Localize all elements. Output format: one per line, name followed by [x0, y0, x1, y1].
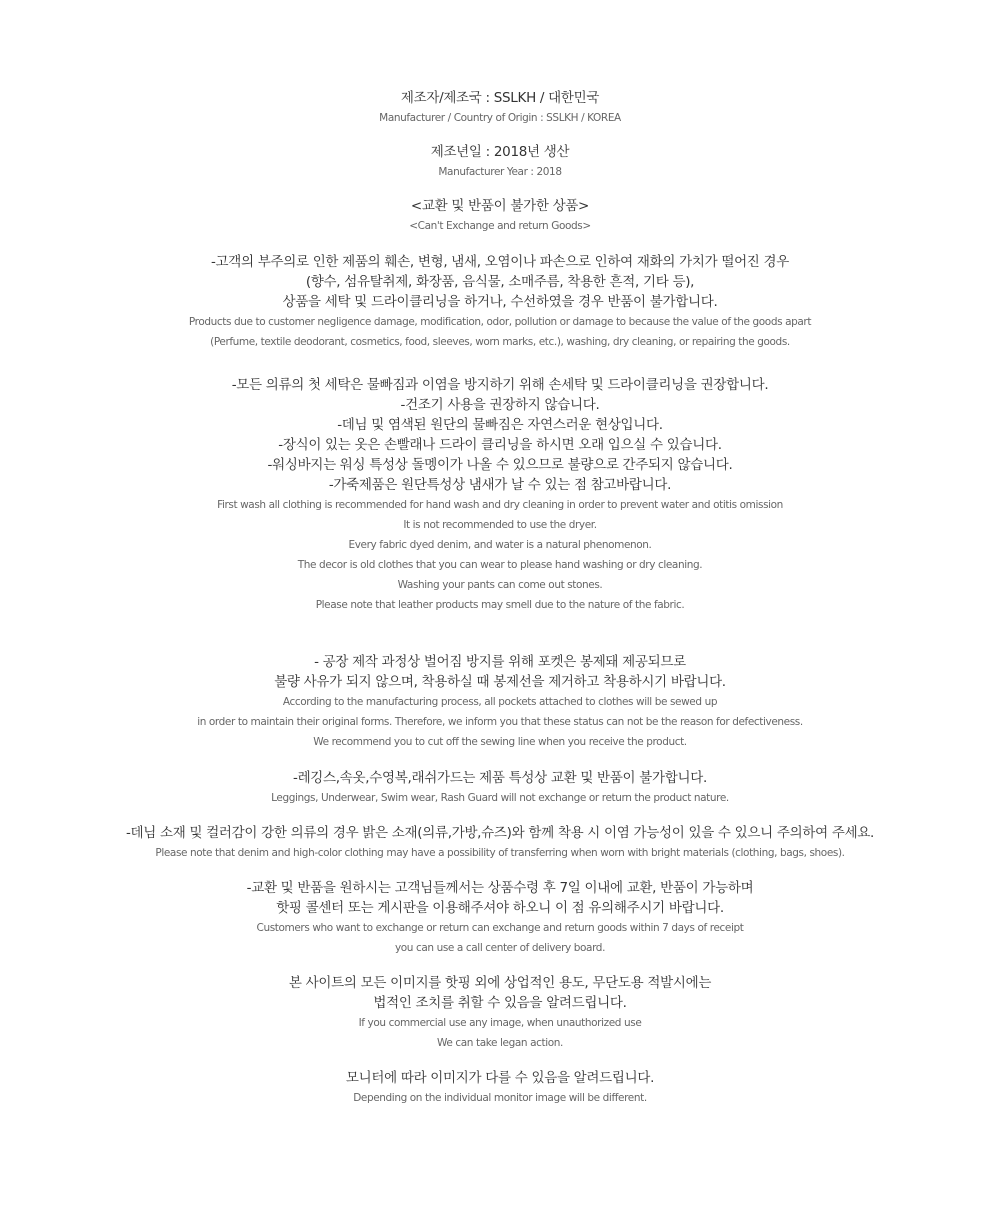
- denim-ko: -데님 소재 및 컬러감이 강한 의류의 경우 밝은 소재(의류,가방,슈즈)와 함께 착용 시 이염 가능성이 있을 수 있으니 주의하여 주세요.: [125, 825, 875, 841]
- exchange-en-line: you can use a call center of delivery board.: [394, 942, 606, 954]
- negligence-ko-line: (향수, 섬유탈취제, 화장품, 음식물, 소매주름, 착용한 흔적, 기타 등),: [305, 274, 695, 290]
- pocket-ko-line: - 공장 제작 과정상 벌어짐 방지를 위해 포켓은 봉제돼 제공되므로: [314, 654, 686, 670]
- customer-negligence-section: [0, 252, 1000, 352]
- manufacture-year-en: Manufacturer Year : 2018: [438, 166, 562, 178]
- image-copyright-section: [0, 973, 1000, 1053]
- care-en-line: First wash all clothing is recommended for hand wash and dry cleaning in order to prevent water and otitis omission: [217, 499, 783, 511]
- leggings-section: [0, 768, 1000, 808]
- copyright-en-line: We can take legan action.: [437, 1037, 563, 1049]
- care-ko-line: -가죽제품은 원단특성상 냄새가 날 수 있는 점 참고바랍니다.: [328, 477, 672, 493]
- care-en-line: Every fabric dyed denim, and water is a natural phenomenon.: [348, 539, 652, 551]
- manufacturer-ko: 제조자/제조국 : SSLKH / 대한민국: [400, 90, 600, 106]
- pocket-en-line: in order to maintain their original forms. Therefore, we inform you that these status can not be the reason for defectiveness.: [197, 716, 803, 728]
- pocket-ko-line: 불량 사유가 되지 않으며, 착용하실 때 봉제선을 제거하고 착용하시기 바랍니다.: [274, 674, 726, 690]
- negligence-en-line: (Perfume, textile deodorant, cosmetics, food, sleeves, worn marks, etc.), washing, dry cleaning, or repairing the goods.: [210, 336, 790, 348]
- washing-care-section: [0, 375, 1000, 615]
- care-ko-line: -모든 의류의 첫 세탁은 물빠짐과 이염을 방지하기 위해 손세탁 및 드라이클리닝을 권장합니다.: [231, 377, 769, 393]
- leggings-en: Leggings, Underwear, Swim wear, Rash Guard will not exchange or return the product nature.: [271, 792, 729, 804]
- exchange-policy-section: [0, 878, 1000, 958]
- monitor-ko: 모니터에 따라 이미지가 다를 수 있음을 알려드립니다.: [345, 1070, 655, 1086]
- no-return-heading-ko: <교환 및 반품이 불가한 상품>: [410, 198, 590, 214]
- denim-en: Please note that denim and high-color clothing may have a possibility of transferring when worn with bright materials (clothing, bags, shoes).: [155, 847, 845, 859]
- care-en-line: Washing your pants can come out stones.: [397, 579, 603, 591]
- care-en-line: Please note that leather products may smell due to the nature of the fabric.: [315, 599, 685, 611]
- pocket-en-line: According to the manufacturing process, all pockets attached to clothes will be sewed up: [282, 696, 718, 708]
- monitor-notice-section: [0, 1068, 1000, 1108]
- exchange-ko-line: 핫핑 콜센터 또는 게시판을 이용해주셔야 하오니 이 점 유의해주시기 바랍니다.: [276, 900, 724, 916]
- negligence-ko-line: -고객의 부주의로 인한 제품의 훼손, 변형, 냄새, 오염이나 파손으로 인하여 재화의 가치가 떨어진 경우: [210, 254, 790, 270]
- care-ko-line: -워싱바지는 워싱 특성상 돌멩이가 나올 수 있으므로 불량으로 간주되지 않습니다.: [267, 457, 733, 473]
- copyright-ko-line: 법적인 조치를 취할 수 있음을 알려드립니다.: [373, 995, 627, 1011]
- care-en-line: The decor is old clothes that you can wear to please hand washing or dry cleaning.: [297, 559, 703, 571]
- care-ko-line: -데님 및 염색된 원단의 물빠짐은 자연스러운 현상입니다.: [337, 417, 663, 433]
- exchange-ko-line: -교환 및 반품을 원하시는 고객님들께서는 상품수령 후 7일 이내에 교환, 반품이 가능하며: [246, 880, 754, 896]
- manufacturer-en: Manufacturer / Country of Origin : SSLKH / KOREA: [379, 112, 621, 124]
- negligence-ko-line: 상품을 세탁 및 드라이클리닝을 하거나, 수선하였을 경우 반품이 불가합니다.: [282, 294, 718, 310]
- denim-transfer-section: [0, 823, 1000, 863]
- exchange-en-line: Customers who want to exchange or return can exchange and return goods within 7 days of receipt: [256, 922, 744, 934]
- pocket-sewing-section: [0, 652, 1000, 752]
- care-en-line: It is not recommended to use the dryer.: [403, 519, 597, 531]
- negligence-en-line: Products due to customer negligence damage, modification, odor, pollution or damage to because the value of the goods apart: [188, 316, 812, 328]
- manufacture-year-ko: 제조년일 : 2018년 생산: [430, 144, 570, 160]
- copyright-ko-line: 본 사이트의 모든 이미지를 핫핑 외에 상업적인 용도, 무단도용 적발시에는: [288, 975, 712, 991]
- leggings-ko: -레깅스,속옷,수영복,래쉬가드는 제품 특성상 교환 및 반품이 불가합니다.: [293, 770, 707, 786]
- manufacture-year-section: [0, 142, 1000, 182]
- no-return-heading-en: <Can't Exchange and return Goods>: [409, 220, 591, 232]
- care-ko-line: -장식이 있는 옷은 손빨래나 드라이 클리닝을 하시면 오래 입으실 수 있습니다.: [278, 437, 722, 453]
- manufacturer-section: [0, 88, 1000, 128]
- pocket-en-line: We recommend you to cut off the sewing line when you receive the product.: [313, 736, 687, 748]
- monitor-en: Depending on the individual monitor image will be different.: [353, 1092, 647, 1104]
- care-ko-line: -건조기 사용을 권장하지 않습니다.: [400, 397, 600, 413]
- no-return-heading-section: [0, 196, 1000, 236]
- copyright-en-line: If you commercial use any image, when unauthorized use: [358, 1017, 642, 1029]
